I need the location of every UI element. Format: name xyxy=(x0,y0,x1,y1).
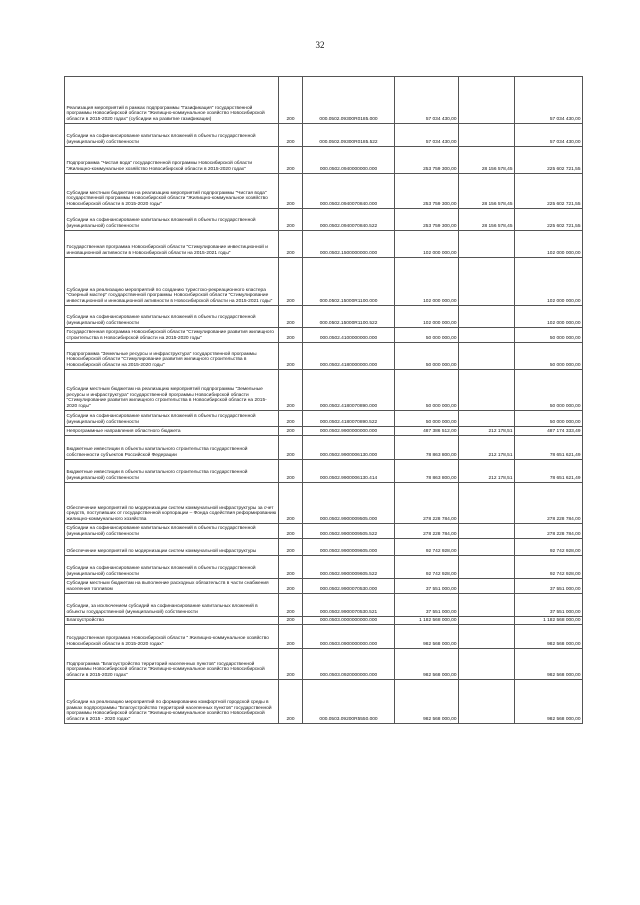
cell-v3: 78 651 621,49 xyxy=(515,460,583,483)
cell-v3: 37 551 000,00 xyxy=(515,594,583,617)
cell-v2: 28 156 578,45 xyxy=(459,147,515,174)
cell-v2 xyxy=(459,539,515,556)
cell-kbk: 000.0502.0940000000.000 xyxy=(303,147,395,174)
cell-v3: 50 000 000,00 xyxy=(515,343,583,370)
cell-v2: 28 156 578,45 xyxy=(459,209,515,231)
cell-name: Субсидии на софинансирование капитальных вложений в объекты государственной (муниципальной) собственности xyxy=(65,411,279,427)
cell-code: 200 xyxy=(279,124,303,147)
cell-code: 200 xyxy=(279,680,303,724)
cell-code: 200 xyxy=(279,147,303,174)
cell-name: Государственная программа Новосибирской области " Жилищно-коммунальное хозяйство Новосибирской области в 2015-2020 годах" xyxy=(65,625,279,649)
table-row xyxy=(65,594,583,617)
table-row xyxy=(65,617,583,625)
cell-v2: 212 178,51 xyxy=(459,460,515,483)
cell-v2 xyxy=(459,556,515,579)
table-row xyxy=(65,625,583,649)
cell-kbk: 000.0502.0940070840.000 xyxy=(303,174,395,209)
cell-v1: 102 000 000,00 xyxy=(395,306,459,328)
cell-v3: 982 568 000,00 xyxy=(515,649,583,680)
cell-kbk: 000.0502.9900000000.000 xyxy=(303,427,395,436)
cell-code: 200 xyxy=(279,460,303,483)
table-row xyxy=(65,370,583,411)
cell-v2 xyxy=(459,77,515,124)
cell-code: 200 xyxy=(279,174,303,209)
cell-name: Государственная программа Новосибирской области "Стимулирование развития жилищного строительства в Новосибирской области на 2015-2020 годы" xyxy=(65,328,279,343)
cell-name: Подпрограмма "Чистая вода" государственной программы Новосибирской области "Жилищно-коммунальное хозяйство Новосибирской области в 2015-2020 годах" xyxy=(65,147,279,174)
cell-v3: 102 000 000,00 xyxy=(515,258,583,306)
cell-v3: 92 742 928,00 xyxy=(515,556,583,579)
cell-v1: 78 863 800,00 xyxy=(395,436,459,460)
cell-kbk: 000.0502.1500000000.000 xyxy=(303,231,395,258)
table-row xyxy=(65,328,583,343)
cell-name: Реализация мероприятий в рамках подпрограммы "Газификация" государственной программы Новосибирской области "Жилищно-коммунальное хозяйство Новосибирской области в 2015-2020 годах" (субсидии на развитие газификации) xyxy=(65,77,279,124)
cell-name: Субсидии на софинансирование капитальных вложений в объекты государственной (муниципальной) собственности xyxy=(65,556,279,579)
table-row xyxy=(65,124,583,147)
cell-name: Субсидии на реализацию мероприятий по созданию туристско-рекреационного кластера "Озерный мастер" государственной программы Новосибирской области "Стимулирование инвестиционной и инновационной активности в Новосибирской области на 2015-2021 годы" xyxy=(65,258,279,306)
cell-kbk: 000.0502.09300R0185.522 xyxy=(303,124,395,147)
cell-v1: 278 228 784,00 xyxy=(395,524,459,539)
cell-code: 200 xyxy=(279,556,303,579)
cell-code: 200 xyxy=(279,77,303,124)
cell-kbk: 000.0503.09200R5550.000 xyxy=(303,680,395,724)
cell-kbk: 000.0502.9900009605.522 xyxy=(303,556,395,579)
table-row xyxy=(65,306,583,328)
cell-v1: 92 742 928,00 xyxy=(395,556,459,579)
cell-v1: 278 228 784,00 xyxy=(395,483,459,524)
table-row xyxy=(65,436,583,460)
table-row xyxy=(65,649,583,680)
cell-v3: 278 228 784,00 xyxy=(515,483,583,524)
cell-code: 200 xyxy=(279,306,303,328)
cell-name: Бюджетные инвестиции в объекты капитального строительства государственной (муниципальной) собственности xyxy=(65,460,279,483)
cell-kbk: 000.0502.9900009505.000 xyxy=(303,483,395,524)
table-row xyxy=(65,174,583,209)
cell-v1: 1 182 568 000,00 xyxy=(395,617,459,625)
cell-v3: 982 568 000,00 xyxy=(515,680,583,724)
cell-name: Субсидии на софинансирование капитальных вложений в объекты государственной (муниципальной) собственности xyxy=(65,306,279,328)
cell-kbk: 000.0503.0920000000.000 xyxy=(303,649,395,680)
cell-v3: 225 602 721,55 xyxy=(515,174,583,209)
cell-v2 xyxy=(459,625,515,649)
cell-v2 xyxy=(459,483,515,524)
cell-v2 xyxy=(459,306,515,328)
cell-v2: 212 178,51 xyxy=(459,436,515,460)
cell-kbk: 000.0502.4100000000.000 xyxy=(303,328,395,343)
cell-code: 200 xyxy=(279,617,303,625)
cell-name: Непрограммные направления областного бюджета xyxy=(65,427,279,436)
cell-v2 xyxy=(459,343,515,370)
cell-v3: 78 651 621,49 xyxy=(515,436,583,460)
cell-v2 xyxy=(459,617,515,625)
cell-kbk: 000.0502.9900009605.000 xyxy=(303,539,395,556)
table-row xyxy=(65,343,583,370)
cell-kbk: 000.0502.09300R0185.000 xyxy=(303,77,395,124)
cell-kbk: 000.0502.9900070530.000 xyxy=(303,579,395,594)
cell-v1: 50 000 000,00 xyxy=(395,370,459,411)
cell-kbk: 000.0502.4180000000.000 xyxy=(303,343,395,370)
cell-v1: 37 551 000,00 xyxy=(395,579,459,594)
cell-v2 xyxy=(459,680,515,724)
table-row xyxy=(65,483,583,524)
cell-name: Субсидии местным бюджетам на реализацию мероприятий подпрограммы "Чистая вода" государственной программы Новосибирской области "Жилищно-коммунальное хозяйство Новосибирской области в 2015-2020 годы" xyxy=(65,174,279,209)
cell-v2 xyxy=(459,411,515,427)
cell-v3: 50 000 000,00 xyxy=(515,370,583,411)
table-row xyxy=(65,556,583,579)
cell-name: Субсидии на софинансирование капитальных вложений в объекты государственной (муниципальной) собственности xyxy=(65,124,279,147)
cell-name: Субсидии местным бюджетам на реализацию мероприятий подпрограммы "Земельные ресурсы и инфраструктура" государственной программы Новосибирской области "Стимулирование развития жилищного строительства в Новосибирской области на 2015-2020 годы" xyxy=(65,370,279,411)
cell-kbk: 000.0502.9900006130.414 xyxy=(303,460,395,483)
cell-v3: 57 034 430,00 xyxy=(515,77,583,124)
cell-v3: 1 182 568 000,00 xyxy=(515,617,583,625)
cell-name: Обеспечение мероприятий по модернизации систем коммунальной инфраструктуры xyxy=(65,539,279,556)
cell-v1: 37 551 000,00 xyxy=(395,594,459,617)
cell-name: Подпрограмма "Земельные ресурсы и инфраструктура" государственной программы Новосибирской области "Стимулирование развития жилищного строительства в Новосибирской области на 2015-2020 годы" xyxy=(65,343,279,370)
table-row xyxy=(65,460,583,483)
cell-kbk: 000.0502.9900006130.000 xyxy=(303,436,395,460)
cell-name: Государственная программа Новосибирской области "Стимулирование инвестиционной и инновационной активности в Новосибирской области на 2015-2021 годы" xyxy=(65,231,279,258)
table-row xyxy=(65,77,583,124)
cell-v3: 50 000 000,00 xyxy=(515,328,583,343)
cell-v1: 102 000 000,00 xyxy=(395,258,459,306)
table-row xyxy=(65,258,583,306)
cell-kbk: 000.0503.0000000000.000 xyxy=(303,617,395,625)
cell-v3: 50 000 000,00 xyxy=(515,411,583,427)
cell-kbk: 000.0502.9900009505.522 xyxy=(303,524,395,539)
cell-kbk: 000.0502.9900070530.521 xyxy=(303,594,395,617)
cell-v2: 212 178,51 xyxy=(459,427,515,436)
cell-name: Подпрограмма "Благоустройство территорий населенных пунктов" государственной программы Новосибирской области "Жилищно-коммунальное хозяйство Новосибирской области в 2015-2020 годах" xyxy=(65,649,279,680)
cell-code: 200 xyxy=(279,231,303,258)
cell-v2 xyxy=(459,258,515,306)
cell-v1: 253 759 300,00 xyxy=(395,209,459,231)
cell-v1: 982 568 000,00 xyxy=(395,680,459,724)
cell-v2 xyxy=(459,370,515,411)
budget-table-body xyxy=(65,77,583,724)
cell-code: 200 xyxy=(279,209,303,231)
cell-name: Обеспечение мероприятий по модернизации систем коммунальной инфраструктуры за счет средств, поступивших от государственной корпорации – Фонда содействия реформированию жилищно-коммунального хозяйства xyxy=(65,483,279,524)
cell-name: Субсидии местным бюджетам на выполнение расходных обязательств в части снабжения населения топливом xyxy=(65,579,279,594)
table-row xyxy=(65,539,583,556)
cell-code: 200 xyxy=(279,370,303,411)
cell-code: 200 xyxy=(279,328,303,343)
cell-code: 200 xyxy=(279,625,303,649)
cell-v3: 102 000 000,00 xyxy=(515,306,583,328)
cell-name: Субсидии на софинансирование капитальных вложений в объекты государственной (муниципальной) собственности xyxy=(65,209,279,231)
cell-v3: 37 551 000,00 xyxy=(515,579,583,594)
table-row xyxy=(65,680,583,724)
cell-v2 xyxy=(459,524,515,539)
cell-v3: 278 228 784,00 xyxy=(515,524,583,539)
cell-v1: 57 034 430,00 xyxy=(395,77,459,124)
cell-v2 xyxy=(459,594,515,617)
cell-name: Бюджетные инвестиции в объекты капитального строительства государственной собственности субъектов Российской Федерации xyxy=(65,436,279,460)
table-row xyxy=(65,209,583,231)
table-row xyxy=(65,147,583,174)
cell-v1: 78 863 800,00 xyxy=(395,460,459,483)
cell-v1: 50 000 000,00 xyxy=(395,411,459,427)
cell-code: 200 xyxy=(279,427,303,436)
cell-v1: 50 000 000,00 xyxy=(395,328,459,343)
cell-v1: 92 742 928,00 xyxy=(395,539,459,556)
cell-v3: 487 174 333,49 xyxy=(515,427,583,436)
cell-v2 xyxy=(459,124,515,147)
cell-code: 200 xyxy=(279,579,303,594)
cell-code: 200 xyxy=(279,539,303,556)
cell-kbk: 000.0503.0900000000.000 xyxy=(303,625,395,649)
cell-name: Благоустройство xyxy=(65,617,279,625)
cell-name: Субсидии на софинансирование капитальных вложений в объекты государственной (муниципальной) собственности xyxy=(65,524,279,539)
table-row xyxy=(65,411,583,427)
cell-v2 xyxy=(459,328,515,343)
cell-code: 200 xyxy=(279,649,303,680)
table-row xyxy=(65,579,583,594)
cell-kbk: 000.0502.15000R1100.522 xyxy=(303,306,395,328)
cell-v2 xyxy=(459,649,515,680)
cell-code: 200 xyxy=(279,258,303,306)
page-number: 32 xyxy=(315,40,325,50)
cell-kbk: 000.0502.0940070840.522 xyxy=(303,209,395,231)
cell-code: 200 xyxy=(279,594,303,617)
cell-name: Субсидии, за исключением субсидий на софинансирование капитальных вложений в объекты государственной (муниципальной) собственности xyxy=(65,594,279,617)
cell-v2 xyxy=(459,579,515,594)
cell-v1: 982 568 000,00 xyxy=(395,625,459,649)
cell-name: Субсидии на реализацию мероприятий по формированию комфортной городской среды в рамках подпрограммы "Благоустройство территорий населенных пунктов" государственной программы Новосибирской области "Жилищно-коммунальное хозяйство Новосибирской области в 2015 - 2020 годах" xyxy=(65,680,279,724)
cell-v1: 57 034 430,00 xyxy=(395,124,459,147)
cell-v3: 982 568 000,00 xyxy=(515,625,583,649)
budget-table xyxy=(64,76,583,724)
cell-code: 200 xyxy=(279,436,303,460)
cell-code: 200 xyxy=(279,343,303,370)
cell-v1: 982 568 000,00 xyxy=(395,649,459,680)
cell-v3: 102 000 000,00 xyxy=(515,231,583,258)
cell-v2: 28 156 578,45 xyxy=(459,174,515,209)
cell-code: 200 xyxy=(279,411,303,427)
cell-v3: 92 742 928,00 xyxy=(515,539,583,556)
cell-kbk: 000.0502.4180070890.522 xyxy=(303,411,395,427)
table-row xyxy=(65,524,583,539)
cell-v3: 225 602 721,55 xyxy=(515,209,583,231)
cell-v2 xyxy=(459,231,515,258)
cell-code: 200 xyxy=(279,483,303,524)
table-row xyxy=(65,231,583,258)
cell-kbk: 000.0502.15000R1100.000 xyxy=(303,258,395,306)
cell-kbk: 000.0502.4180070890.000 xyxy=(303,370,395,411)
cell-v1: 50 000 000,00 xyxy=(395,343,459,370)
cell-code: 200 xyxy=(279,524,303,539)
cell-v1: 102 000 000,00 xyxy=(395,231,459,258)
cell-v1: 253 759 300,00 xyxy=(395,174,459,209)
cell-v3: 57 034 430,00 xyxy=(515,124,583,147)
cell-v3: 225 602 721,55 xyxy=(515,147,583,174)
table-row xyxy=(65,427,583,436)
cell-v1: 253 759 300,00 xyxy=(395,147,459,174)
cell-v1: 487 386 512,00 xyxy=(395,427,459,436)
